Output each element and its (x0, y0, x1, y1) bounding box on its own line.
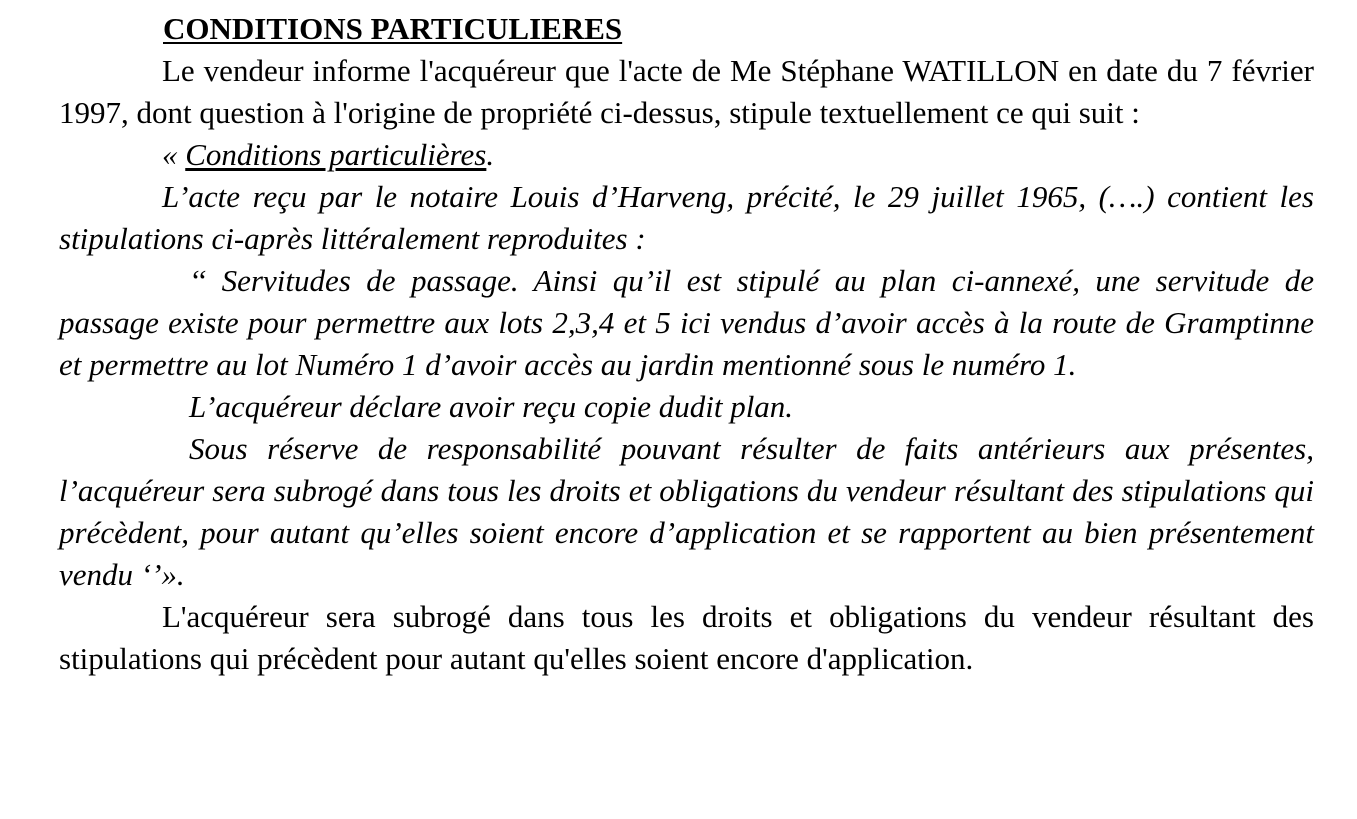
quote-open-mark: « (162, 137, 186, 172)
paragraph-servitudes: ‘‘ Servitudes de passage. Ainsi qu’il est stipulé au plan ci-annexé, une servitude de passage existe pour permettre aux lots 2,3,4 et 5 ici vendus d’avoir accès à la route de Gramptinne et permettre au lot Numéro 1 d’avoir accès au jardin mentionné sous le numéro 1. (59, 263, 1314, 382)
paragraph-intro: Le vendeur informe l'acquéreur que l'acte de Me Stéphane WATILLON en date du 7 février 1997, dont question à l'origine de propriété ci-dessus, stipule textuellement ce qui suit : (59, 53, 1314, 130)
paragraph-copie: L’acquéreur déclare avoir reçu copie dudit plan. (189, 389, 794, 424)
quote-title: Conditions particulières (185, 137, 487, 172)
document-body (59, 50, 1314, 680)
paragraph-reserve: Sous réserve de responsabilité pouvant résulter de faits antérieurs aux présentes, l’acquéreur sera subrogé dans tous les droits et obligations du vendeur résultant des stipulations qui précèdent, pour autant qu’elles soient encore d’application et se rapportent au bien présentement vendu ‘’». (59, 431, 1314, 592)
quote-title-end: . (486, 137, 495, 172)
paragraph-final: L'acquéreur sera subrogé dans tous les droits et obligations du vendeur résultant des stipulations qui précèdent pour autant qu'elles soient encore d'application. (59, 599, 1314, 676)
section-heading: CONDITIONS PARTICULIERES (163, 11, 623, 46)
paragraph-quote-title (59, 134, 1314, 176)
paragraph-acte: L’acte reçu par le notaire Louis d’Harveng, précité, le 29 juillet 1965, (….) contient les stipulations ci-après littéralement reproduites : (59, 179, 1314, 256)
